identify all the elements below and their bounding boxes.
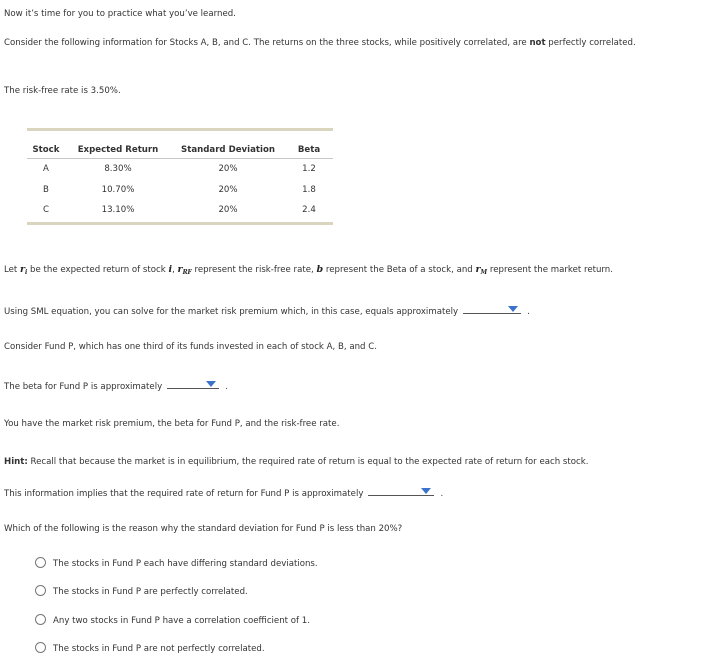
fund-description: Consider Fund P, which has one third of its funds invested in each of stock A, B, and C. (4, 342, 377, 352)
option-label: The stocks in Fund P are perfectly correlated. (53, 587, 248, 597)
symbol-rm-main: r (475, 264, 481, 275)
sml-period: . (527, 307, 530, 317)
required-period: . (440, 489, 444, 499)
info-pre: Consider the following information for Stocks A, B, and C. The returns on the three stocks, while positively correlated, are (4, 38, 530, 48)
let-text-5: represent the Beta of a stock, and (323, 265, 476, 275)
header-standard-deviation: Standard Deviation (181, 145, 275, 155)
cell-stock: A (43, 164, 49, 175)
table-header-row (27, 131, 333, 159)
cell-beta: 2.4 (302, 205, 316, 216)
chevron-down-icon (508, 306, 518, 312)
table-row (27, 200, 333, 221)
cell-expected-return: 8.30% (104, 164, 132, 175)
cell-stock: C (42, 205, 49, 216)
table-bottom-rule (27, 222, 333, 225)
symbol-rrf-sub: RF (182, 269, 192, 276)
table-row (27, 180, 333, 201)
beta-question (4, 378, 228, 393)
cell-stock: B (43, 184, 49, 195)
let-text-1: Let (4, 265, 21, 275)
header-stock: Stock (32, 145, 60, 155)
required-return-dropdown[interactable] (368, 485, 434, 496)
radio-button[interactable] (35, 642, 46, 653)
required-return-question (4, 485, 443, 500)
symbol-ri-sub: i (25, 269, 28, 276)
symbol-rrf (178, 264, 192, 275)
radio-button[interactable] (35, 614, 46, 625)
cell-expected-return: 13.10% (101, 205, 135, 216)
option-label: Any two stocks in Fund P have a correlation coefficient of 1. (53, 616, 310, 626)
info-paragraph (4, 34, 694, 52)
market-risk-premium-dropdown[interactable] (463, 303, 521, 314)
let-text-2: be the expected return of stock (27, 265, 169, 275)
cell-standard-deviation: 20% (218, 164, 238, 175)
cell-expected-return: 10.70% (101, 184, 135, 195)
hint-text (4, 456, 588, 468)
beta-question-text: The beta for Fund P is approximately (4, 382, 163, 392)
option-label: The stocks in Fund P each have differing standard deviations. (53, 559, 318, 569)
let-text-4: represent the risk-free rate, (191, 265, 317, 275)
cell-standard-deviation: 20% (218, 205, 238, 216)
radio-button[interactable] (35, 557, 46, 568)
cell-beta: 1.8 (302, 184, 316, 195)
symbol-rm-sub: M (480, 269, 488, 276)
reason-question: Which of the following is the reason why the standard deviation for Fund P is less than 20%? (4, 524, 403, 534)
info-post: perfectly correlated. (545, 38, 636, 48)
let-text-6: represent the market return. (487, 265, 613, 275)
hint-label: Hint: (4, 457, 28, 467)
option-label: The stocks in Fund P are not perfectly correlated. (53, 644, 265, 654)
table-row (27, 159, 333, 180)
fund-beta-dropdown[interactable] (167, 378, 219, 389)
symbol-rrf-main: r (177, 264, 183, 275)
chevron-down-icon (421, 488, 431, 494)
option-not-perfectly-correlated[interactable] (35, 642, 265, 655)
symbol-ri-main: r (20, 264, 26, 275)
required-return-text: This information implies that the required rate of return for Fund P is approximately (4, 489, 364, 499)
header-beta: Beta (297, 145, 321, 155)
variable-definitions (4, 264, 613, 279)
summary-text: You have the market risk premium, the beta for Fund P, and the risk-free rate. (4, 419, 340, 429)
cell-beta: 1.2 (302, 164, 316, 175)
cell-standard-deviation: 20% (218, 184, 238, 195)
sml-question (4, 303, 530, 318)
risk-free-text: The risk-free rate is 3.50%. (4, 86, 121, 96)
radio-button[interactable] (35, 585, 46, 596)
sml-question-text: Using SML equation, you can solve for the market risk premium which, in this case, equals approximately (4, 307, 459, 317)
chevron-down-icon (206, 381, 216, 387)
header-expected-return: Expected Return (77, 145, 159, 155)
let-text-3: , (172, 265, 178, 275)
intro-text: Now it’s time for you to practice what you’ve learned. (4, 9, 236, 19)
option-perfectly-correlated[interactable] (35, 585, 248, 598)
symbol-i: i (168, 264, 173, 275)
option-correlation-one[interactable] (35, 614, 310, 627)
info-emphasis: not (529, 38, 546, 48)
option-differing-deviations[interactable] (35, 557, 318, 570)
hint-body: Recall that because the market is in equilibrium, the required rate of return is equal to the expected rate of return for each stock. (27, 457, 589, 467)
symbol-rm (475, 264, 487, 275)
symbol-b: b (316, 264, 324, 275)
stock-table (27, 128, 333, 225)
beta-period: . (225, 382, 228, 392)
